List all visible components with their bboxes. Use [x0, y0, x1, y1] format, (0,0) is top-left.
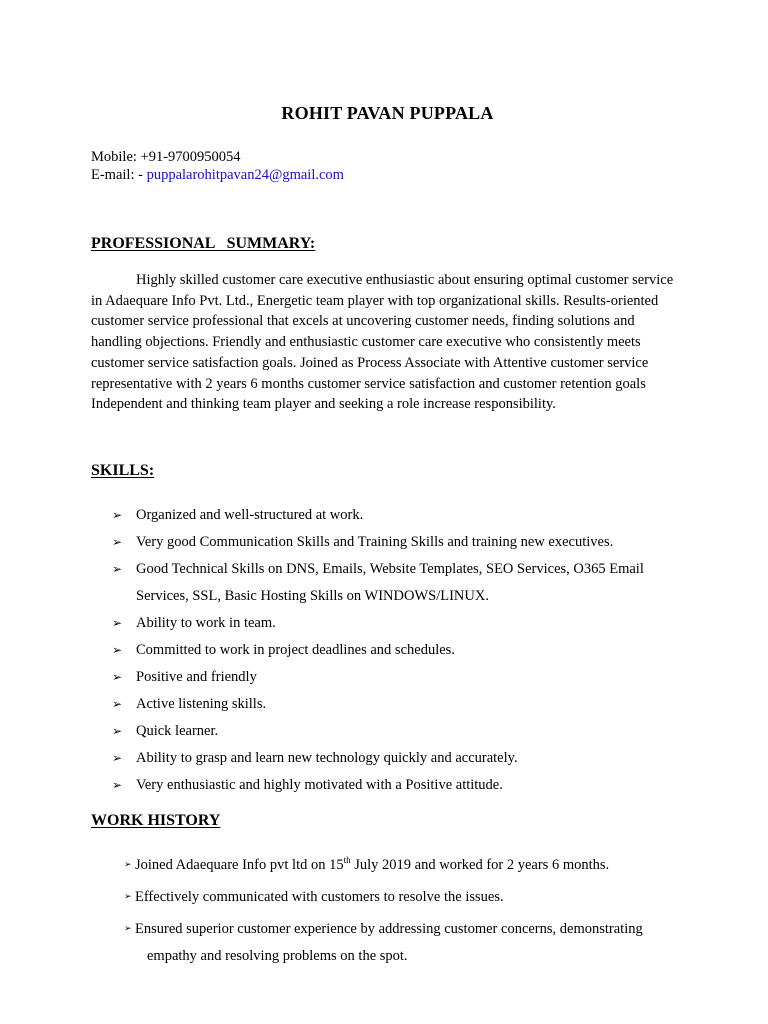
candidate-name: ROHIT PAVAN PUPPALA [281, 103, 494, 123]
contact-block [91, 148, 344, 184]
list-item: ➢ Joined Adaequare Info pvt ltd on 15th July 2019 and worked for 2 years 6 months. [124, 852, 679, 879]
list-item: ➢ Effectively communicated with customers to resolve the issues. [124, 884, 679, 911]
list-item: ➢ Committed to work in project deadlines and schedules. [112, 637, 692, 664]
arrow-bullet-icon: ➢ [112, 697, 123, 711]
arrow-bullet-icon: ➢ [112, 616, 123, 630]
professional-summary-heading: PROFESSIONAL SUMMARY: [91, 235, 316, 252]
ordinal-suffix: th [343, 855, 351, 866]
arrow-bullet-icon: ➢ [112, 535, 123, 549]
list-item: ➢ Ability to work in team. [112, 610, 692, 637]
email-link[interactable]: puppalarohitpavan24@gmail.com [146, 167, 344, 183]
list-item: ➢ Active listening skills. [112, 691, 692, 718]
professional-summary [91, 270, 686, 415]
list-item: ➢ Ensured superior customer experience by addressing customer concerns, demonstrating empathy and resolving problems on the spot. [124, 916, 679, 970]
list-item: ➢ Organized and well-structured at work. [112, 502, 692, 529]
mobile-label: Mobile: [91, 149, 141, 165]
work-history-list [124, 852, 679, 970]
arrow-bullet-icon: ➢ [112, 724, 123, 738]
list-item: ➢ Very good Communication Skills and Training Skills and training new executives. [112, 529, 692, 556]
skills-list [112, 502, 692, 799]
arrow-bullet-icon: ➢ [112, 643, 123, 657]
arrow-bullet-icon: ➢ [124, 860, 132, 870]
skills-heading: SKILLS: [91, 462, 155, 479]
list-item: ➢ Good Technical Skills on DNS, Emails, Website Templates, SEO Services, O365 Email Services, SSL, Basic Hosting Skills on WINDOWS/LINUX. [112, 556, 692, 610]
list-item: ➢ Ability to grasp and learn new technology quickly and accurately. [112, 745, 692, 772]
mobile-line [91, 148, 344, 166]
arrow-bullet-icon: ➢ [112, 508, 123, 522]
arrow-bullet-icon: ➢ [124, 924, 132, 934]
email-line [91, 166, 344, 184]
summary-text: Highly skilled customer care executive enthusiastic about ensuring optimal customer service in Adaequare Info Pvt. Ltd., Energetic team player with top organizational skills. Results-oriented customer service professional that excels at uncovering customer needs, finding solutions and handling objections. Friendly and enthusiastic customer care executive who consistently meets customer service satisfaction goals. Joined as Process Associate with Attentive customer service representative with 2 years 6 months customer service satisfaction and customer retention goals Independent and thinking team player and seeking a role increase responsibility. [91, 272, 674, 413]
arrow-bullet-icon: ➢ [124, 892, 132, 902]
list-item: ➢ Positive and friendly [112, 664, 692, 691]
arrow-bullet-icon: ➢ [112, 670, 123, 684]
mobile-number: +91-9700950054 [140, 149, 241, 165]
work-history-heading: WORK HISTORY [91, 812, 221, 829]
arrow-bullet-icon: ➢ [112, 778, 123, 792]
list-item: ➢ Very enthusiastic and highly motivated with a Positive attitude. [112, 772, 692, 799]
arrow-bullet-icon: ➢ [112, 751, 123, 765]
email-label: E-mail: - [91, 167, 147, 183]
list-item: ➢ Quick learner. [112, 718, 692, 745]
arrow-bullet-icon: ➢ [112, 562, 123, 576]
